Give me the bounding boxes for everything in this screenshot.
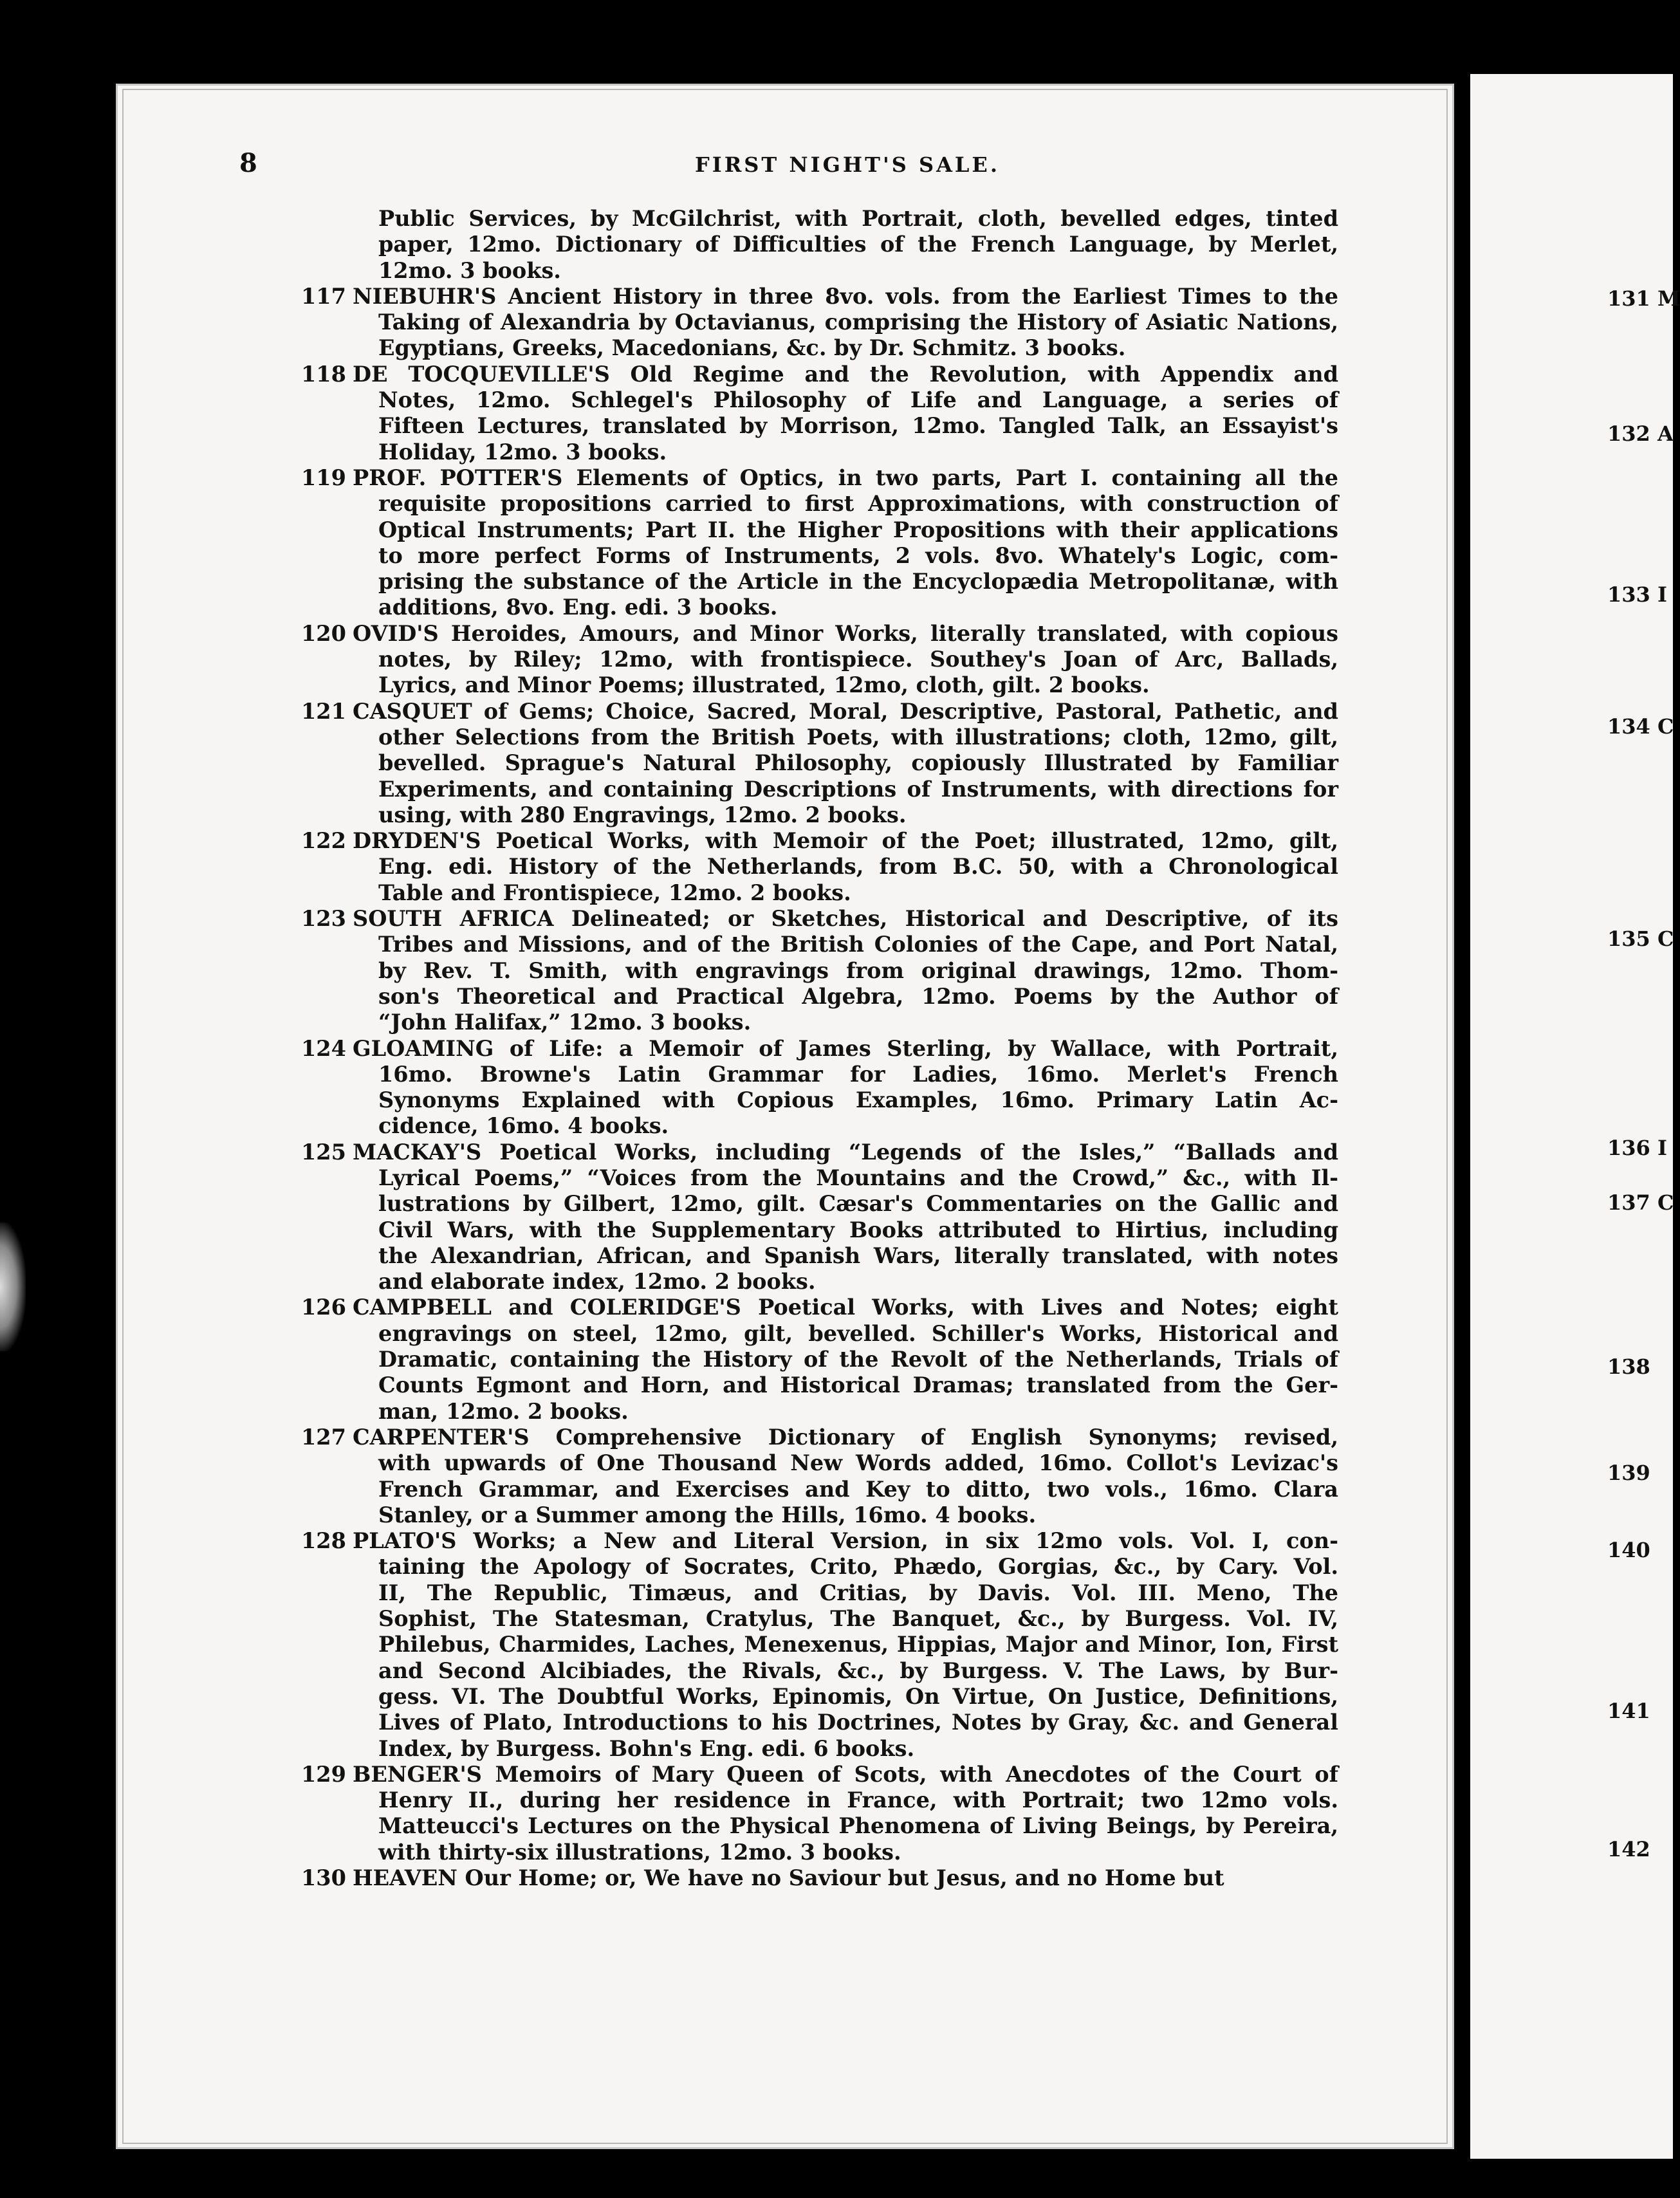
lot-number: 125 bbox=[301, 1139, 346, 1165]
text-line: Fifteen Lectures, translated by Morrison, 12mo. Tangled Talk, an Essayist's bbox=[378, 413, 1338, 439]
text-line: II, The Republic, Timæus, and Critias, by Davis. Vol. III. Meno, The bbox=[378, 1580, 1338, 1605]
text-line: 122 DRYDEN'S Poetical Works, with Memoir of the Poet; illustrated, 12mo, gilt, bbox=[301, 828, 1338, 854]
text-line: prising the substance of the Article in the Encyclopædia Metropolitanæ, with bbox=[378, 569, 1338, 595]
lot-number: 127 bbox=[301, 1424, 346, 1450]
facing-lot-number: 138 bbox=[1607, 1354, 1650, 1379]
text-line: Counts Egmont and Horn, and Historical Dramas; translated from the Ger- bbox=[378, 1372, 1338, 1398]
text-line: the Alexandrian, African, and Spanish Wars, literally translated, with notes bbox=[378, 1242, 1338, 1268]
text-line: 129 BENGER'S Memoirs of Mary Queen of Scots, with Anecdotes of the Court of bbox=[301, 1761, 1338, 1787]
lot-number: 120 bbox=[301, 620, 346, 646]
facing-lot-number: 142 bbox=[1607, 1837, 1650, 1861]
text-line: by Rev. T. Smith, with engravings from original drawings, 12mo. Thom- bbox=[378, 957, 1338, 983]
text-line: notes, by Riley; 12mo, with frontispiece. Southey's Joan of Arc, Ballads, bbox=[378, 647, 1338, 672]
lot-number: 130 bbox=[301, 1865, 346, 1890]
text-line: Stanley, or a Summer among the Hills, 16mo. 4 books. bbox=[378, 1502, 1037, 1528]
lot-number: 123 bbox=[301, 906, 346, 932]
lot-number: 129 bbox=[301, 1761, 346, 1787]
lot-number: 122 bbox=[301, 828, 346, 854]
text-line: with upwards of One Thousand New Words added, 16mo. Collot's Levizac's bbox=[378, 1450, 1338, 1476]
lot-number: 117 bbox=[301, 283, 346, 309]
text-line: Dramatic, containing the History of the Revolt of the Netherlands, Trials of bbox=[378, 1347, 1338, 1372]
text-line: “John Halifax,” 12mo. 3 books. bbox=[378, 1010, 752, 1035]
text-line: taining the Apology of Socrates, Crito, Phædo, Gorgias, &c., by Cary. Vol. bbox=[378, 1554, 1338, 1580]
lot-number: 128 bbox=[301, 1528, 346, 1554]
lot-number: 118 bbox=[301, 361, 346, 387]
text-line: 125 MACKAY'S Poetical Works, including “Legends of the Isles,” “Ballads and bbox=[301, 1139, 1338, 1165]
text-line: paper, 12mo. Dictionary of Difficulties of the French Language, by Merlet, bbox=[378, 232, 1338, 257]
text-line: 12mo. 3 books. bbox=[378, 257, 561, 283]
text-line: son's Theoretical and Practical Algebra, 12mo. Poems by the Author of bbox=[378, 983, 1338, 1009]
page-number: 8 bbox=[239, 148, 257, 178]
facing-lot-number: 137 C bbox=[1607, 1190, 1674, 1215]
facing-lot-number: 132 A bbox=[1607, 421, 1674, 446]
text-line: man, 12mo. 2 books. bbox=[378, 1398, 629, 1424]
text-line: Lyrics, and Minor Poems; illustrated, 12mo, cloth, gilt. 2 books. bbox=[378, 672, 1150, 698]
text-line: 117 NIEBUHR'S Ancient History in three 8vo. vols. from the Earliest Times to the bbox=[301, 283, 1338, 309]
text-line: 128 PLATO'S Works; a New and Literal Version, in six 12mo vols. Vol. I, con- bbox=[301, 1528, 1338, 1554]
text-line: bevelled. Sprague's Natural Philosophy, copiously Illustrated by Familiar bbox=[378, 750, 1338, 776]
text-line: using, with 280 Engravings, 12mo. 2 books. bbox=[378, 802, 907, 827]
text-line: Civil Wars, with the Supplementary Books attributed to Hirtius, including bbox=[378, 1217, 1338, 1242]
text-line: Notes, 12mo. Schlegel's Philosophy of Life and Language, a series of bbox=[378, 387, 1338, 413]
text-line: to more perfect Forms of Instruments, 2 vols. 8vo. Whately's Logic, com- bbox=[378, 542, 1338, 568]
text-line: Egyptians, Greeks, Macedonians, &c. by Dr. Schmitz. 3 books. bbox=[378, 335, 1126, 361]
text-line: gess. VI. The Doubtful Works, Epinomis, On Virtue, On Justice, Definitions, bbox=[378, 1683, 1338, 1709]
text-line: 123 SOUTH AFRICA Delineated; or Sketches, Historical and Descriptive, of its bbox=[301, 906, 1338, 932]
text-line: Philebus, Charmides, Laches, Menexenus, Hippias, Major and Minor, Ion, First bbox=[378, 1632, 1338, 1658]
text-line: additions, 8vo. Eng. edi. 3 books. bbox=[378, 595, 778, 620]
text-line: Matteucci's Lectures on the Physical Phenomena of Living Beings, by Pereira, bbox=[378, 1813, 1338, 1839]
text-line: cidence, 16mo. 4 books. bbox=[378, 1113, 669, 1139]
text-line: Synonyms Explained with Copious Examples, 16mo. Primary Latin Ac- bbox=[378, 1087, 1338, 1113]
lot-number: 126 bbox=[301, 1295, 346, 1320]
lot-number: 119 bbox=[301, 465, 346, 490]
text-line: Experiments, and containing Descriptions of Instruments, with directions for bbox=[378, 776, 1338, 802]
text-line: Holiday, 12mo. 3 books. bbox=[378, 439, 667, 465]
text-line: and Second Alcibiades, the Rivals, &c., by Burgess. V. The Laws, by Bur- bbox=[378, 1658, 1338, 1683]
text-line: Public Services, by McGilchrist, with Portrait, cloth, bevelled edges, tinted bbox=[378, 206, 1338, 231]
text-line: Index, by Burgess. Bohn's Eng. edi. 6 books. bbox=[378, 1735, 915, 1761]
facing-lot-number: 140 bbox=[1607, 1538, 1650, 1562]
text-line: Henry II., during her residence in France, with Portrait; two 12mo vols. bbox=[378, 1787, 1338, 1813]
text-line: Eng. edi. History of the Netherlands, from B.C. 50, with a Chronological bbox=[378, 854, 1338, 880]
catalogue-text bbox=[301, 206, 1338, 1891]
text-line: 126 CAMPBELL and COLERIDGE'S Poetical Works, with Lives and Notes; eight bbox=[301, 1295, 1338, 1320]
text-line: lustrations by Gilbert, 12mo, gilt. Cæsar's Commentaries on the Gallic and bbox=[378, 1191, 1338, 1217]
text-line: 16mo. Browne's Latin Grammar for Ladies, 16mo. Merlet's French bbox=[378, 1061, 1338, 1087]
facing-lot-number: 133 I bbox=[1607, 582, 1667, 607]
text-line: 127 CARPENTER'S Comprehensive Dictionary of English Synonyms; revised, bbox=[301, 1424, 1338, 1450]
text-line: engravings on steel, 12mo, gilt, bevelled. Schiller's Works, Historical and bbox=[378, 1320, 1338, 1346]
text-line: 118 DE TOCQUEVILLE'S Old Regime and the Revolution, with Appendix and bbox=[301, 361, 1338, 387]
facing-lot-number: 136 I bbox=[1607, 1136, 1667, 1160]
facing-lot-number: 141 bbox=[1607, 1699, 1650, 1723]
text-line: French Grammar, and Exercises and Key to ditto, two vols., 16mo. Clara bbox=[378, 1476, 1338, 1502]
facing-lot-number: 134 C bbox=[1607, 714, 1674, 739]
text-line: Lives of Plato, Introductions to his Doctrines, Notes by Gray, &c. and General bbox=[378, 1710, 1338, 1735]
text-line: 120 OVID'S Heroides, Amours, and Minor Works, literally translated, with copious bbox=[301, 620, 1338, 646]
text-line: Lyrical Poems,” “Voices from the Mountains and the Crowd,” &c., with Il- bbox=[378, 1165, 1338, 1190]
text-line: Optical Instruments; Part II. the Higher Propositions with their applications bbox=[378, 517, 1338, 542]
text-line: 124 GLOAMING of Life: a Memoir of James Sterling, by Wallace, with Portrait, bbox=[301, 1035, 1338, 1061]
text-line: other Selections from the British Poets, with illustrations; cloth, 12mo, gilt, bbox=[378, 724, 1338, 750]
facing-lot-number: 135 C bbox=[1607, 927, 1674, 951]
text-line: Tribes and Missions, and of the British Colonies of the Cape, and Port Natal, bbox=[378, 932, 1338, 957]
text-line: 119 PROF. POTTER'S Elements of Optics, in two parts, Part I. containing all the bbox=[301, 465, 1338, 490]
lot-number: 121 bbox=[301, 698, 346, 724]
text-line: 121 CASQUET of Gems; Choice, Sacred, Moral, Descriptive, Pastoral, Pathetic, and bbox=[301, 698, 1338, 724]
text-line: Table and Frontispiece, 12mo. 2 books. bbox=[378, 880, 851, 905]
scan-blot bbox=[0, 1223, 26, 1351]
text-line: Sophist, The Statesman, Cratylus, The Banquet, &c., by Burgess. Vol. IV, bbox=[378, 1606, 1338, 1632]
facing-lot-number: 139 bbox=[1607, 1461, 1650, 1485]
text-line: Taking of Alexandria by Octavianus, comprising the History of Asiatic Nations, bbox=[378, 309, 1338, 335]
text-line: and elaborate index, 12mo. 2 books. bbox=[378, 1269, 816, 1295]
page-title: FIRST NIGHT'S SALE. bbox=[695, 152, 1000, 177]
lot-number: 124 bbox=[301, 1035, 346, 1061]
text-line: 130 HEAVEN Our Home; or, We have no Saviour but Jesus, and no Home but bbox=[301, 1865, 1224, 1890]
text-line: with thirty-six illustrations, 12mo. 3 books. bbox=[378, 1839, 901, 1865]
text-line: requisite propositions carried to first Approximations, with construction of bbox=[378, 491, 1338, 517]
facing-lot-number: 131 M bbox=[1607, 286, 1680, 311]
